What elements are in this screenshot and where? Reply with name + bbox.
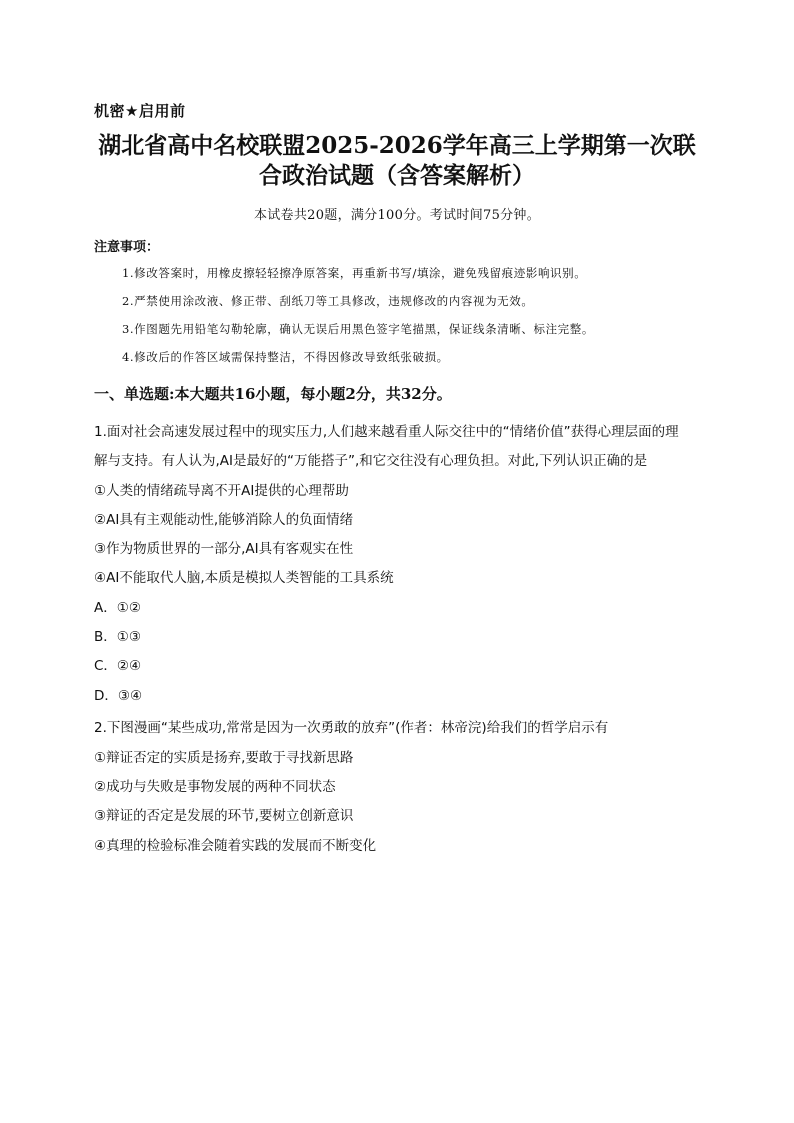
question-2-statement: ④真理的检验标准会随着实践的发展而不断变化 (94, 838, 377, 854)
question-1-statement: ③作为物质世界的一部分,AI具有客观实在性 (94, 541, 354, 557)
question-1-option-d: D．③④ (94, 688, 143, 704)
notice-item: 2.严禁使用涂改液、修正带、刮纸刀等工具修改，违规修改的内容视为无效。 (122, 294, 534, 308)
question-1-option-a: A．①② (94, 600, 141, 616)
question-1-statement: ②AI具有主观能动性,能够消除人的负面情绪 (94, 512, 354, 528)
question-2-statement: ①辩证否定的实质是扬弃,要敢于寻找新思路 (94, 750, 354, 766)
question-1-statement: ①人类的情绪疏导离不开AI提供的心理帮助 (94, 483, 349, 499)
question-1-statement: ④AI不能取代人脑,本质是模拟人类智能的工具系统 (94, 570, 394, 586)
question-1-stem-line-1: 1.面对社会高速发展过程中的现实压力,人们越来越看重人际交往中的“情绪价值”获得心理层面的理 (94, 424, 679, 440)
question-1-option-c: C．②④ (94, 658, 142, 674)
notice-item: 4.修改后的作答区域需保持整洁，不得因修改导致纸张破损。 (122, 350, 449, 364)
question-1-stem-line-2: 解与支持。有人认为,AI是最好的“万能搭子”,和它交往没有心理负担。对此,下列认识正确的是 (94, 453, 648, 469)
question-2-statement: ②成功与失败是事物发展的两种不同状态 (94, 779, 336, 795)
exam-meta: 本试卷共20题，满分100分。考试时间75分钟。 (253, 208, 541, 223)
notice-item: 3.作图题先用铅笔勾勒轮廓，确认无误后用黑色签字笔描黑，保证线条清晰、标注完整。 (122, 322, 594, 336)
confidential-mark: 机密★启用前 (94, 102, 186, 120)
question-1-option-b: B．①③ (94, 629, 141, 645)
question-2-stem: 2.下图漫画“某些成功,常常是因为一次勇敢的放弃”(作者：林帝浣)给我们的哲学启示有 (94, 720, 609, 736)
question-2-statement: ③辩证的否定是发展的环节,要树立创新意识 (94, 808, 354, 824)
notice-heading: 注意事项： (94, 240, 160, 255)
section-heading: 一、单选题:本大题共16小题，每小题2分，共32分。 (94, 385, 452, 403)
exam-title-line-2: 合政治试题（含答案解析） (259, 162, 535, 189)
notice-item: 1.修改答案时，用橡皮擦轻轻擦净原答案，再重新书写/填涂，避免残留痕迹影响识别。 (122, 266, 587, 280)
exam-title-line-1: 湖北省高中名校联盟2025-2026学年高三上学期第一次联 (98, 132, 696, 159)
